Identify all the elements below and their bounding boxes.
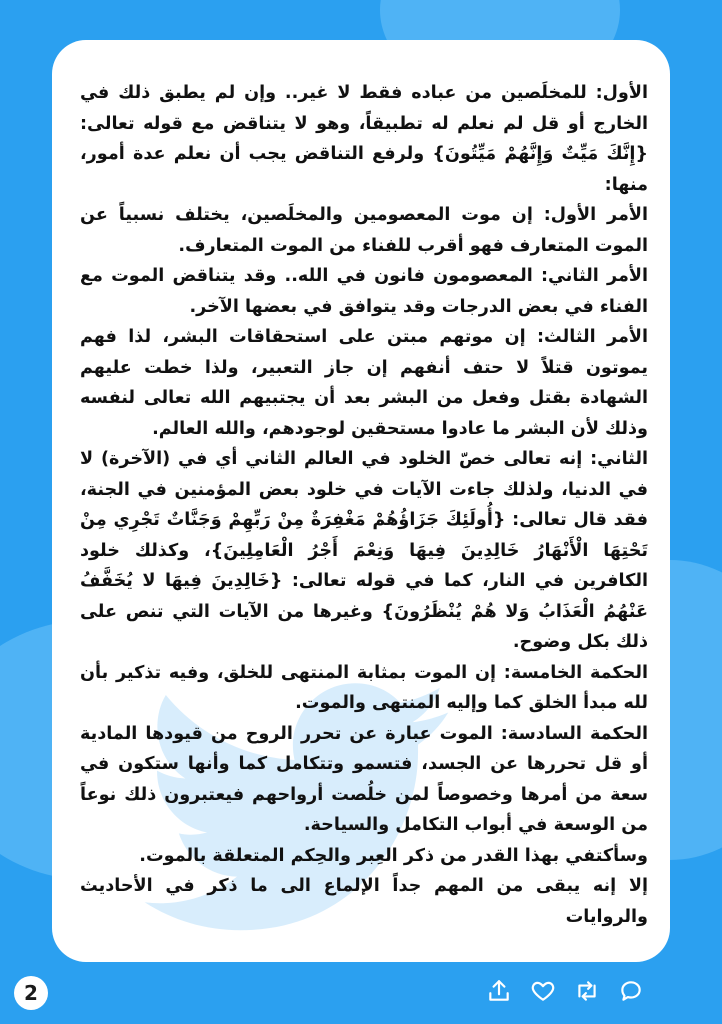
paragraph-label: الحكمة السادسة: (500, 723, 648, 744)
action-bar (484, 976, 646, 1006)
paragraph (80, 841, 648, 872)
paragraph-text: الموت عبارة عن تحرر الروح من قيودها المادية أو قل تحررها عن الجسد، فتسمو وتتكامل كما وأنها ستكون في سعة من أمرها وخصوصاً لمن خلُصت أرواحهم فيعتبرون ذلك نوعاً من الوسعة في أبواب التكامل والسياحة. (80, 723, 648, 835)
paragraph-text: إلا إنه يبقى من المهم جداً الإلماع الى ما ذكر في الأحاديث والروايات (80, 876, 648, 927)
paragraph-label: الأمر الثاني: (540, 266, 648, 286)
paragraph (80, 719, 648, 841)
content-card (52, 40, 670, 962)
paragraph-text: إنه تعالى خصّ الخلود في العالم الثاني أي في (الآخرة) لا في الدنيا، ولذلك جاءت الآيات في خلود بعض المؤمنين في الجنة، فقد قال تعالى: {أُولَئِكَ جَزَاؤُهُمْ مَغْفِرَةٌ مِنْ رَبِّهِمْ وَجَنَّاتٌ تَجْرِي مِنْ تَحْتِهَا الْأَنْهَارُ خَالِدِينَ فِيهَا وَنِعْمَ أَجْرُ الْعَامِلِينَ}، وكذلك خلود الكافرين في النار، كما في قوله تعالى: {خَالِدِينَ فِيهَا لا يُخَفَّفُ عَنْهُمُ الْعَذَابُ وَلا هُمْ يُنْظَرُونَ} وغيرها من الآيات التي تنص على ذلك بكل وضوح. (80, 449, 648, 652)
paragraph (80, 200, 648, 261)
paragraph (80, 322, 648, 444)
paragraph-label: الأول: (595, 83, 648, 103)
page-number-badge: 2 (14, 976, 48, 1010)
paragraph-text: للمخلَصين من عباده فقط لا غير.. وإن لم يطبق ذلك في الخارج أو قل لم نعلم له تطبيقاً، وهو لا يتناقض مع قوله تعالى: {إِنَّكَ مَيِّتٌ وَإِنَّهُمْ مَيِّتُونَ} ولرفع التناقض يجب أن نعلم عدة أمور، منها: (80, 83, 648, 195)
paragraph-text: إن الموت بمثابة المنتهى للخلق، وفيه تذكير بأن لله مبدأ الخلق كما وإليه المنتهى والموت. (80, 662, 648, 713)
paragraph (80, 871, 648, 932)
paragraph (80, 444, 648, 658)
heart-icon[interactable] (528, 976, 558, 1006)
paragraph-text: إن موتهم مبتن على استحقاقات البشر، لذا فهم يموتون قتلاً لا حتف أنفهم إن جاز التعبير، ولذا خطت عليهم الشهادة بقتل وفعل من البشر بعد أن يجتبيهم الله تعالى لنفسه وذلك لأن البشر ما عادوا مستحقين لوجودهم، والله العالم. (80, 327, 648, 439)
repost-icon[interactable] (572, 976, 602, 1006)
share-icon[interactable] (484, 976, 514, 1006)
paragraph-label: الحكمة الخامسة: (503, 662, 648, 683)
paragraph (80, 658, 648, 719)
paragraph-text: المعصومون فانون في الله.. وقد يتناقض الموت مع الفناء في بعض الدرجات وقد يتوافق في بعضها الآخر. (80, 266, 648, 317)
paragraph-text: إن موت المعصومين والمخلَصين، يختلف نسبياً عن الموت المتعارف فهو أقرب للفناء من الموت المتعارف. (80, 205, 648, 256)
paragraph (80, 78, 648, 200)
comment-icon[interactable] (616, 976, 646, 1006)
paragraph-label: الأمر الأول: (543, 205, 648, 225)
article-body (80, 78, 648, 932)
paragraph (80, 261, 648, 322)
paragraph-label: الأمر الثالث: (537, 327, 648, 347)
paragraph-text: وسأكتفي بهذا القدر من ذكر العِبر والحِكم المتعلقة بالموت. (139, 845, 648, 866)
paragraph-label: الثاني: (590, 449, 648, 469)
